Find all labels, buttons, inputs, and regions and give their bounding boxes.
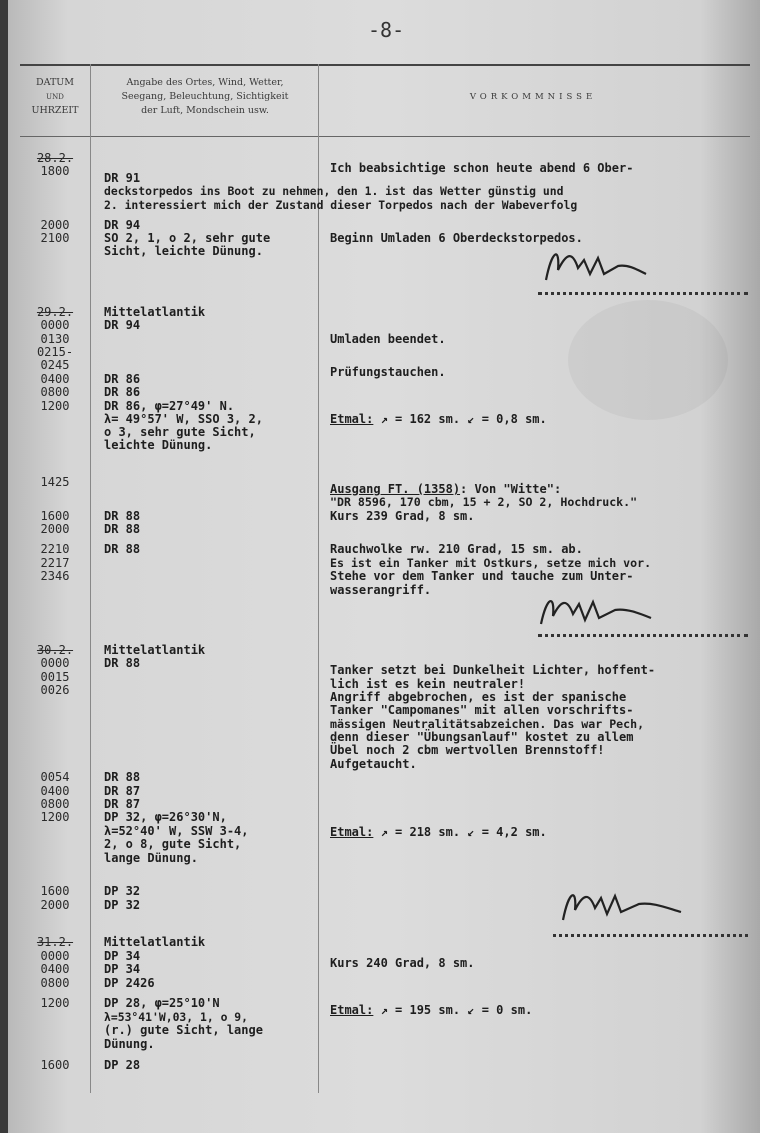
etmal-label: Etmal: bbox=[330, 1003, 374, 1017]
position-text: DR 94 bbox=[104, 318, 141, 332]
entry-time: 2210 bbox=[40, 542, 70, 556]
position-text: Sicht, leichte Dünung. bbox=[104, 244, 263, 258]
event-text: Übel noch 2 cbm wertvollen Brennstoff! bbox=[330, 743, 605, 757]
area-text: Mittelatlantik bbox=[104, 643, 206, 657]
header-date-column: DATUM und UHRZEIT bbox=[31, 77, 79, 116]
position-text: SO 2, 1, o 2, sehr gute bbox=[104, 231, 271, 245]
event-text: "DR 8596, 170 cbm, 15 + 2, SO 2, Hochdruck." bbox=[330, 495, 638, 509]
entry-time: 1425 bbox=[40, 475, 70, 489]
area-text: Mittelatlantik bbox=[104, 935, 206, 949]
position-text: λ=53°41'W,03, 1, o 9, bbox=[104, 1010, 249, 1024]
position-text: λ=52°40' W, SSW 3-4, bbox=[104, 824, 249, 838]
event-text: wasserangriff. bbox=[330, 583, 432, 597]
event-text: Ich beabsichtige schon heute abend 6 Ober- bbox=[330, 161, 634, 175]
event-text: Beginn Umladen 6 Oberdeckstorpedos. bbox=[330, 231, 583, 245]
header-place-column: Angabe des Ortes, Wind, Wetter, Seegang, Beleuchtung, Sichtigkeit der Luft, Mondschein usw. bbox=[121, 77, 289, 116]
etmal-line bbox=[330, 1004, 532, 1017]
entry-time: 0000 bbox=[40, 949, 70, 963]
entry-time: 0245 bbox=[40, 358, 70, 372]
signature-icon bbox=[533, 588, 663, 634]
entry-time: 2000 bbox=[40, 898, 70, 912]
position-text: DR 87 bbox=[104, 784, 141, 798]
position-text: DP 34 bbox=[104, 962, 141, 976]
position-text: DR 86, φ=27°49' N. bbox=[104, 399, 235, 413]
signature-icon bbox=[538, 240, 658, 290]
etmal-label: Etmal: bbox=[330, 825, 374, 839]
log-page bbox=[8, 0, 760, 1133]
entry-time: 2000 bbox=[40, 218, 70, 232]
position-text: λ= 49°57' W, SSO 3, 2, bbox=[104, 412, 263, 426]
entry-time: 0400 bbox=[40, 784, 70, 798]
position-text: DR 87 bbox=[104, 797, 141, 811]
header-top-rule bbox=[20, 64, 750, 66]
position-text: DR 88 bbox=[104, 522, 141, 536]
entry-time: 1600 bbox=[40, 884, 70, 898]
etmal-values: ↗ = 218 sm. ↙ = 4,2 sm. bbox=[373, 825, 547, 839]
signature-icon bbox=[553, 882, 693, 928]
position-text: DR 88 bbox=[104, 542, 141, 556]
position-text: DP 28 bbox=[104, 1058, 141, 1072]
entry-time: 0015 bbox=[40, 670, 70, 684]
entry-time: 0000 bbox=[40, 656, 70, 670]
position-text: lange Dünung. bbox=[104, 851, 198, 865]
radio-message-line: Ausgang FT. (1358): Von "Witte": bbox=[330, 482, 562, 496]
event-text: Tanker setzt bei Dunkelheit Lichter, hoffent- bbox=[330, 663, 656, 677]
position-text: DP 2426 bbox=[104, 976, 155, 990]
position-text: DR 86 bbox=[104, 385, 141, 399]
position-text: DR 94 bbox=[104, 218, 141, 232]
entry-time: 0026 bbox=[40, 683, 70, 697]
event-text: Angriff abgebrochen, es ist der spanische bbox=[330, 690, 627, 704]
column-divider-date bbox=[90, 64, 91, 1093]
position-text: DP 34 bbox=[104, 949, 141, 963]
entry-time: 0400 bbox=[40, 372, 70, 386]
radio-message-label: Ausgang FT. (1358) bbox=[330, 482, 461, 496]
entry-time: 0800 bbox=[40, 797, 70, 811]
position-text: DR 88 bbox=[104, 509, 141, 523]
entry-time: 1200 bbox=[40, 810, 70, 824]
entry-time: 0800 bbox=[40, 976, 70, 990]
position-text: 2, o 8, gute Sicht, bbox=[104, 837, 242, 851]
position-text: DR 86 bbox=[104, 372, 141, 386]
page-number: -8- bbox=[368, 18, 405, 42]
etmal-line bbox=[330, 826, 547, 839]
entry-date: 28.2. bbox=[36, 151, 74, 165]
entry-date: 29.2. bbox=[36, 305, 74, 319]
entry-time: 1200 bbox=[40, 996, 70, 1010]
entry-time: 0800 bbox=[40, 385, 70, 399]
etmal-line bbox=[330, 413, 547, 426]
header-bottom-rule bbox=[20, 136, 750, 137]
entry-time: 2217 bbox=[40, 556, 70, 570]
etmal-values: ↗ = 195 sm. ↙ = 0 sm. bbox=[373, 1003, 533, 1017]
event-text: Kurs 239 Grad, 8 sm. bbox=[330, 509, 475, 523]
event-text: Tanker "Campomanes" mit allen vorschrifts- bbox=[330, 703, 634, 717]
separator-dots bbox=[553, 934, 748, 937]
event-text: Aufgetaucht. bbox=[330, 757, 417, 771]
position-text: DP 32 bbox=[104, 884, 141, 898]
event-text: denn dieser "Übungsanlauf" kostet zu allem bbox=[330, 730, 634, 744]
separator-dots bbox=[538, 292, 748, 295]
position-text: o 3, sehr gute Sicht, bbox=[104, 425, 256, 439]
entry-time: 1200 bbox=[40, 399, 70, 413]
position-text: DP 32, φ=26°30'N, bbox=[104, 810, 227, 824]
entry-time: 2100 bbox=[40, 231, 70, 245]
position-text: (r.) gute Sicht, lange bbox=[104, 1023, 263, 1037]
etmal-label: Etmal: bbox=[330, 412, 374, 426]
paper-stain bbox=[568, 300, 728, 420]
event-text: Es ist ein Tanker mit Ostkurs, setze mich vor. bbox=[330, 556, 652, 570]
position-text: DR 88 bbox=[104, 656, 141, 670]
position-text: DP 32 bbox=[104, 898, 141, 912]
event-text: deckstorpedos ins Boot zu nehmen, den 1. ist das Wetter günstig und bbox=[104, 184, 564, 198]
event-text: Prüfungstauchen. bbox=[330, 365, 446, 379]
entry-time: 0054 bbox=[40, 770, 70, 784]
entry-time: 1800 bbox=[40, 164, 70, 178]
entry-time: 0400 bbox=[40, 962, 70, 976]
event-text: Kurs 240 Grad, 8 sm. bbox=[330, 956, 475, 970]
entry-time: 2346 bbox=[40, 569, 70, 583]
position-text: DR 88 bbox=[104, 770, 141, 784]
entry-time: 1600 bbox=[40, 509, 70, 523]
entry-time: 1600 bbox=[40, 1058, 70, 1072]
separator-dots bbox=[538, 634, 748, 637]
event-text: Umladen beendet. bbox=[330, 332, 446, 346]
area-text: Mittelatlantik bbox=[104, 305, 206, 319]
event-text: mässigen Neutralitätsabzeichen. Das war Pech, bbox=[330, 717, 645, 731]
header-events-column: VORKOMMNISSE bbox=[469, 92, 597, 102]
entry-time: 0000 bbox=[40, 318, 70, 332]
entry-time: 0215- bbox=[36, 345, 74, 359]
entry-date: 30.2. bbox=[36, 643, 74, 657]
position-text: DP 28, φ=25°10'N bbox=[104, 996, 220, 1010]
entry-time: 0130 bbox=[40, 332, 70, 346]
position-text: DR 91 bbox=[104, 171, 141, 185]
position-text: leichte Dünung. bbox=[104, 438, 213, 452]
position-text: Dünung. bbox=[104, 1037, 155, 1051]
entry-time: 2000 bbox=[40, 522, 70, 536]
event-text: Rauchwolke rw. 210 Grad, 15 sm. ab. bbox=[330, 542, 583, 556]
column-divider-place bbox=[318, 64, 319, 1093]
etmal-values: ↗ = 162 sm. ↙ = 0,8 sm. bbox=[373, 412, 547, 426]
event-text: Stehe vor dem Tanker und tauche zum Unter- bbox=[330, 569, 634, 583]
event-text: lich ist es kein neutraler! bbox=[330, 677, 526, 691]
event-text: 2. interessiert mich der Zustand dieser Torpedos nach der Wabeverfolg bbox=[104, 198, 578, 212]
entry-date: 31.2. bbox=[36, 935, 74, 949]
